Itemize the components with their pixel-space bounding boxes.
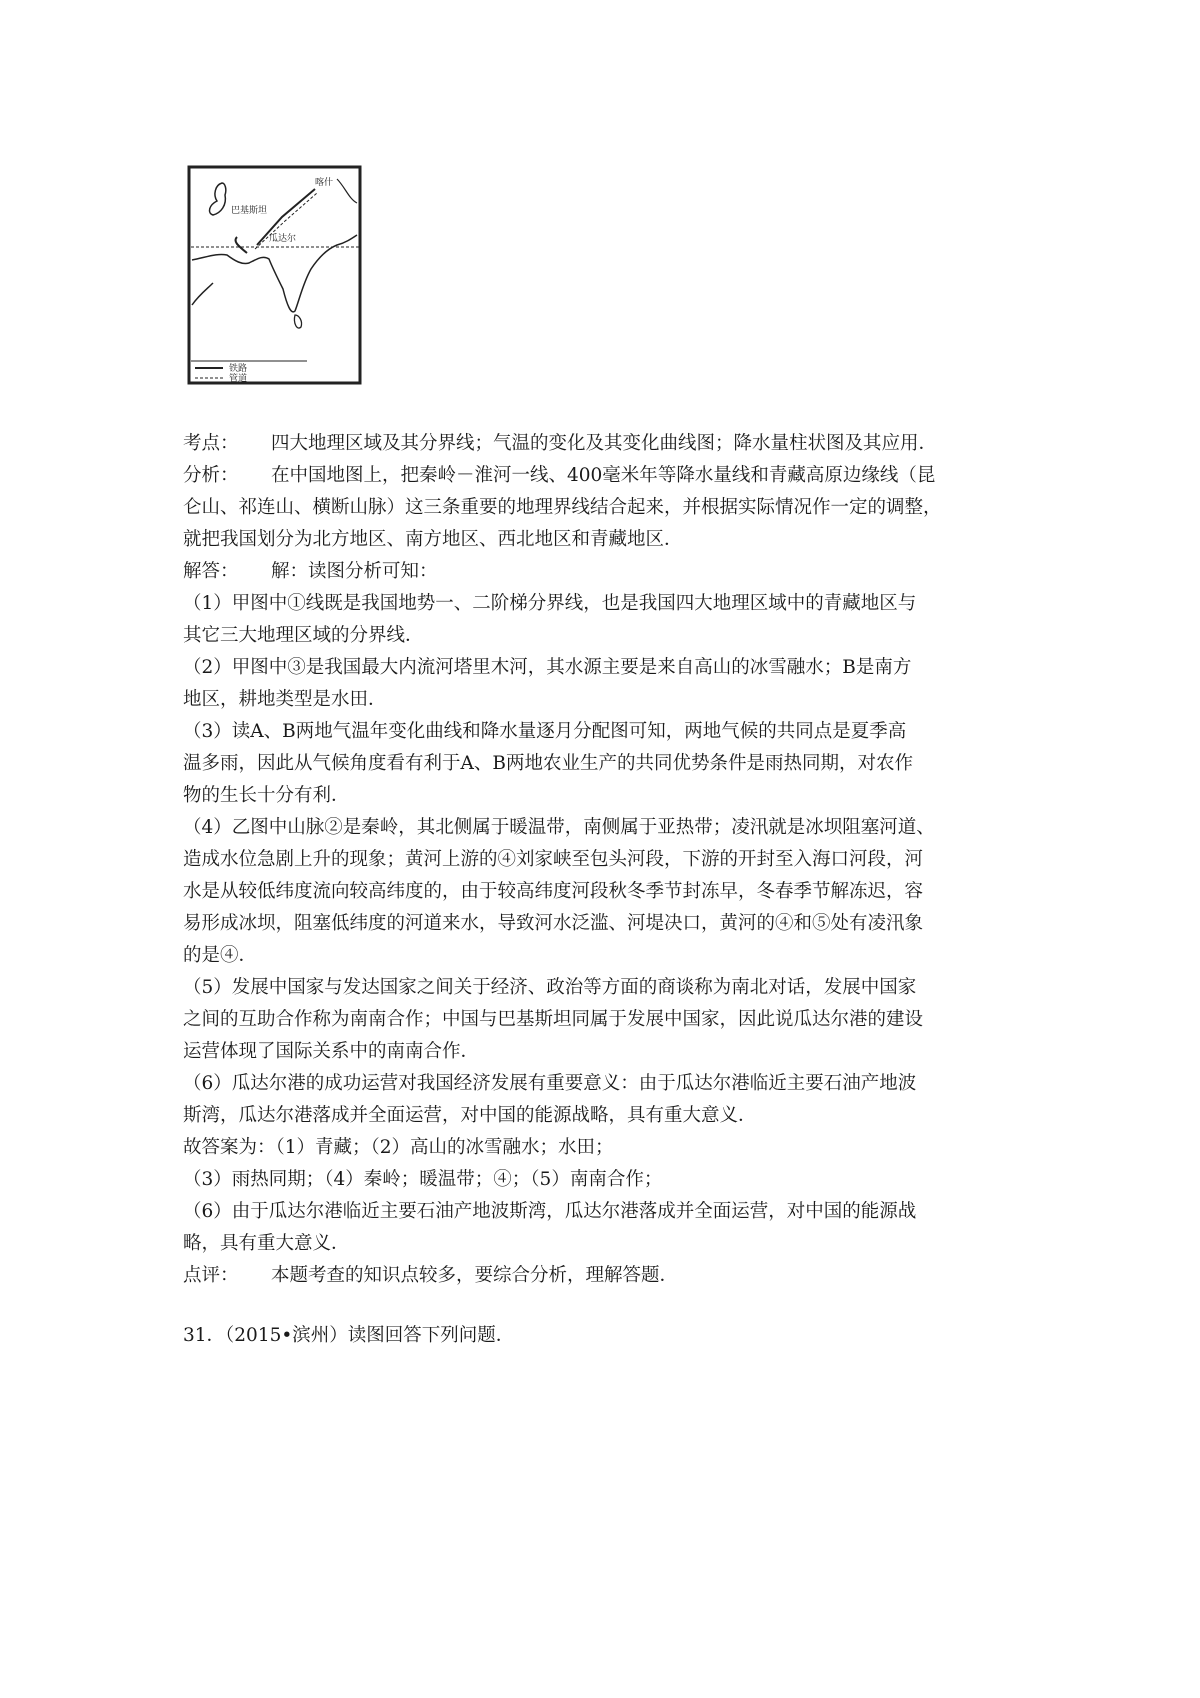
solution-text xyxy=(183,428,1043,1352)
answer-line: 造成水位急剧上升的现象；黄河上游的④刘家峡至包头河段，下游的开封至入海口河段，河 xyxy=(183,849,924,870)
answer-line: 略，具有重大意义． xyxy=(183,1233,350,1254)
map-border xyxy=(189,167,360,383)
fenxi-text: 在中国地图上，把秦岭－淮河一线、400毫米年等降水量线和青藏高原边缘线（昆 xyxy=(271,465,936,486)
answer-line: 地区，耕地类型是水田． xyxy=(183,689,387,710)
legend-railway: 铁路 xyxy=(229,364,248,374)
kaodian-text: 四大地理区域及其分界线；气温的变化及其变化曲线图；降水量柱状图及其应用． xyxy=(271,433,938,454)
map-figure xyxy=(187,165,362,385)
kaodian-line xyxy=(183,428,1043,460)
answer-line: （3）雨热同期；（4）秦岭；暖温带；④；（5）南南合作； xyxy=(183,1169,663,1190)
answer-line: （5）发展中国家与发达国家之间关于经济、政治等方面的商谈称为南北对话，发展中国家 xyxy=(183,977,917,998)
answer-line: （4）乙图中山脉②是秦岭，其北侧属于暖温带，南侧属于亚热带；凌汛就是冰坝阻塞河道、 xyxy=(183,817,935,838)
answer-line: 斯湾，瓜达尔港落成并全面运营，对中国的能源战略，具有重大意义． xyxy=(183,1105,757,1126)
jieda-intro: 解：读图分析可知： xyxy=(271,561,438,582)
answer-line: 水是从较低纬度流向较高纬度的，由于较高纬度河段秋冬季节封冻早，冬春季节解冻迟，容 xyxy=(183,881,924,902)
fenxi-line: 就把我国划分为北方地区、南方地区、西北地区和青藏地区． xyxy=(183,529,683,550)
answer-line: （6）由于瓜达尔港临近主要石油产地波斯湾，瓜达尔港落成并全面运营，对中国的能源战 xyxy=(183,1201,917,1222)
answer-line: （6）瓜达尔港的成功运营对我国经济发展有重要意义：由于瓜达尔港临近主要石油产地波 xyxy=(183,1073,917,1094)
answer-line: （3）读A、B两地气温年变化曲线和降水量逐月分配图可知，两地气候的共同点是夏季高 xyxy=(183,721,907,742)
label-gwadar: 瓜达尔 xyxy=(269,234,297,244)
answer-line: （2）甲图中③是我国最大内流河塔里木河，其水源主要是来自高山的冰雪融水；B是南方 xyxy=(183,657,912,678)
fenxi-line: 仑山、祁连山、横断山脉）这三条重要的地理界线结合起来，并根据实际情况作一定的调整， xyxy=(183,497,942,518)
answer-line: 其它三大地理区域的分界线． xyxy=(183,625,424,646)
dianping-text: 本题考查的知识点较多，要综合分析，理解答题． xyxy=(271,1265,679,1286)
legend-pipeline: 管道 xyxy=(229,374,248,384)
answer-line: 物的生长十分有利． xyxy=(183,785,350,806)
kaodian-label: 考点： xyxy=(183,433,239,454)
answer-line: 之间的互助合作称为南南合作；中国与巴基斯坦同属于发展中国家，因此说瓜达尔港的建设 xyxy=(183,1009,924,1030)
dianping-label: 点评： xyxy=(183,1265,239,1286)
dianping-line xyxy=(183,1260,1043,1292)
answer-line: （1）甲图中①线既是我国地势一、二阶梯分界线，也是我国四大地理区域中的青藏地区与 xyxy=(183,593,917,614)
jieda-line xyxy=(183,556,1043,588)
answer-line: 温多雨，因此从气候角度看有利于A、B两地农业生产的共同优势条件是雨热同期，对农作 xyxy=(183,753,913,774)
answer-line: 故答案为：（1）青藏；（2）高山的冰雪融水；水田； xyxy=(183,1137,614,1158)
fenxi-label: 分析： xyxy=(183,465,239,486)
jieda-label: 解答： xyxy=(183,561,239,582)
answer-line: 的是④． xyxy=(183,945,258,966)
label-pakistan: 巴基斯坦 xyxy=(231,206,268,216)
question-31: 31．（2015•滨州）读图回答下列问题． xyxy=(183,1325,515,1346)
spacer xyxy=(183,1292,1043,1320)
fenxi-line xyxy=(183,460,1043,492)
answer-line: 易形成冰坝，阻塞低纬度的河道来水，导致河水泛滥、河堤决口，黄河的④和⑤处有凌汛象 xyxy=(183,913,924,934)
answer-line: 运营体现了国际关系中的南南合作． xyxy=(183,1041,480,1062)
label-kashi: 喀什 xyxy=(315,178,334,188)
